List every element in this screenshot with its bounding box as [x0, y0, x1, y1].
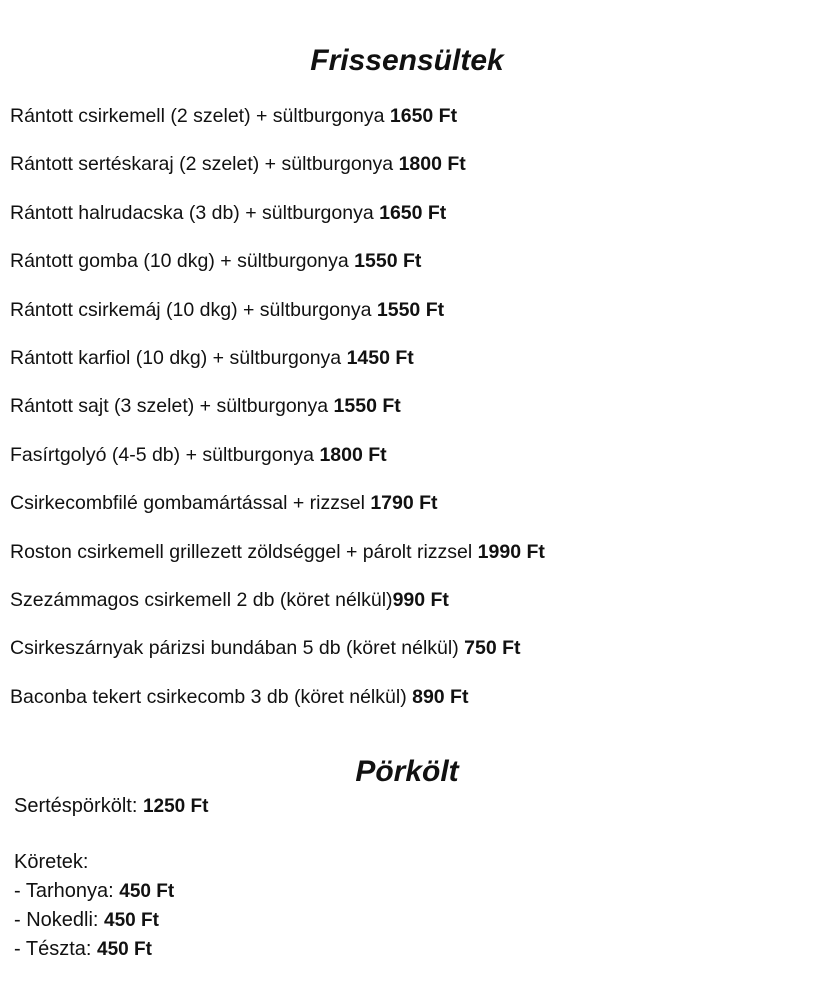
side-item-name: - Tészta: [14, 938, 97, 960]
menu-item-name: Rántott karfiol (10 dkg) + sültburgonya [10, 346, 347, 369]
menu-item-price: 1450 Ft [346, 346, 414, 369]
menu-item-price: 1650 Ft [379, 201, 447, 224]
menu-item [10, 104, 545, 152]
side-item-price: 450 Ft [97, 939, 152, 960]
menu-item-price: 990 Ft [392, 588, 449, 611]
menu-item [10, 346, 545, 394]
side-item-price: 450 Ft [119, 881, 175, 902]
menu-item-price: 1550 Ft [354, 250, 422, 273]
menu-item [10, 491, 545, 539]
menu-item-price: 1550 Ft [333, 395, 401, 418]
side-item [14, 879, 174, 904]
menu-item-name: Rántott sertéskaraj (2 szelet) + sültburgonya [10, 153, 399, 176]
menu-item-price: 1550 Ft [376, 298, 445, 321]
frissensultek-menu-list [10, 104, 545, 733]
section-title-porkolt: Pörkölt [355, 755, 459, 788]
menu-item [10, 685, 545, 733]
menu-item-name: Csirkecombfilé gombamártással + rizzsel [10, 492, 371, 515]
menu-item-name: Csirkeszárnyak párizsi bundában 5 db (köret nélkül) [10, 637, 465, 660]
menu-item-name: Rántott gomba (10 dkg) + sültburgonya [10, 250, 355, 273]
porkolt-item-name: Sertéspörkölt: [14, 795, 143, 817]
menu-item-price: 1990 Ft [477, 540, 545, 563]
menu-item-price: 1800 Ft [398, 153, 466, 176]
menu-item-name: Baconba tekert csirkecomb 3 db (köret nélkül) [10, 685, 413, 708]
section-title-frissensultek: Frissensültek [310, 44, 504, 77]
sides-title: Köretek: [14, 851, 89, 873]
menu-item-price: 1800 Ft [319, 443, 387, 466]
menu-item [10, 394, 545, 442]
menu-item [10, 540, 545, 588]
side-item [14, 908, 159, 933]
menu-item [10, 249, 545, 297]
menu-item [10, 298, 545, 346]
menu-item-price: 1650 Ft [389, 105, 458, 127]
porkolt-item [14, 794, 208, 819]
menu-item-name: Rántott sajt (3 szelet) + sültburgonya [10, 395, 334, 418]
menu-item-name: Rántott halrudacska (3 db) + sültburgonya [10, 201, 380, 224]
menu-item [10, 201, 545, 249]
menu-item-name: Rántott csirkemáj (10 dkg) + sültburgonya [10, 298, 377, 321]
menu-item-price: 750 Ft [464, 637, 521, 660]
menu-item [10, 443, 545, 491]
menu-item [10, 636, 545, 684]
menu-item-name: Rántott csirkemell (2 szelet) + sültburgonya [10, 105, 390, 127]
side-item-name: - Tarhonya: [14, 880, 120, 902]
menu-item-price: 890 Ft [412, 685, 469, 708]
side-item-price: 450 Ft [104, 910, 159, 931]
side-item [14, 937, 152, 962]
menu-item-name: Roston csirkemell grillezett zöldséggel + párolt rizzsel [10, 540, 478, 563]
menu-item-price: 1790 Ft [370, 492, 438, 515]
menu-item [10, 588, 545, 636]
porkolt-item-price: 1250 Ft [142, 796, 209, 817]
menu-item-name: Fasírtgolyó (4-5 db) + sültburgonya [10, 443, 320, 466]
side-item-name: - Nokedli: [14, 909, 105, 931]
menu-item-name: Szezámmagos csirkemell 2 db (köret nélkül) [10, 588, 393, 611]
menu-item [10, 152, 545, 200]
